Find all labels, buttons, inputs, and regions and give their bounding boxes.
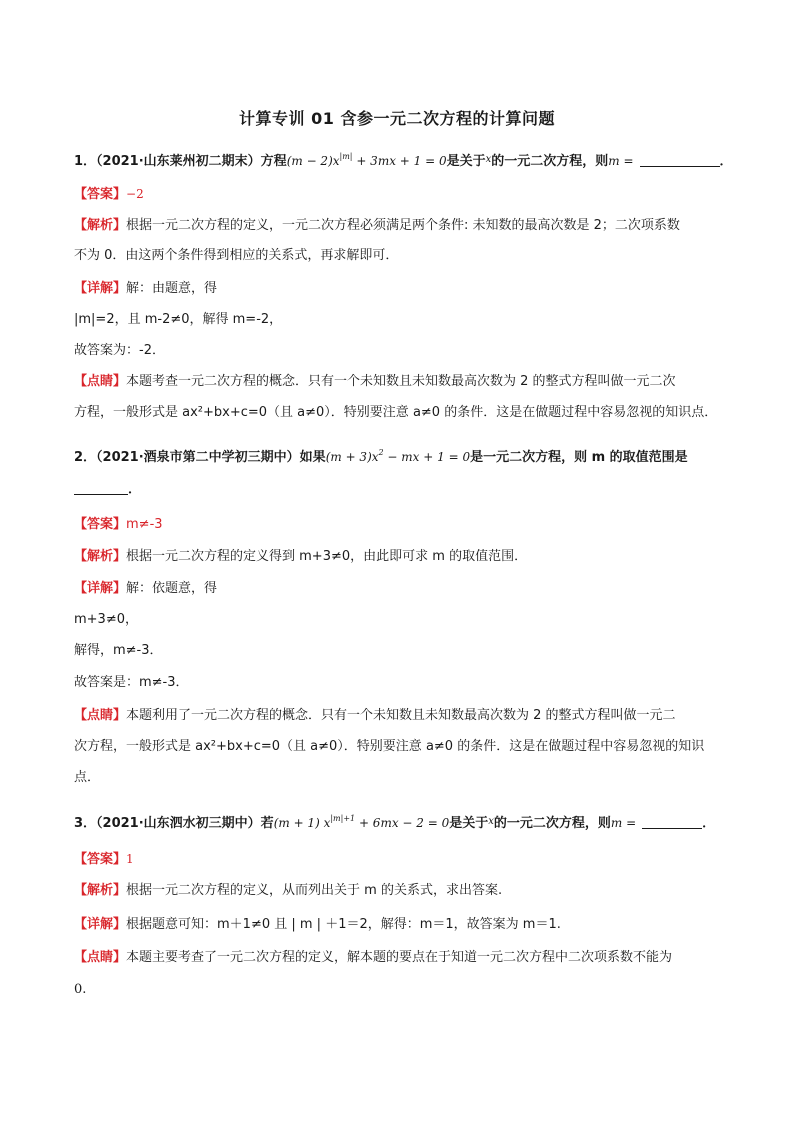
analysis-tag: 【解析】 [74, 883, 127, 898]
question-end: ． [702, 816, 716, 831]
comment-text: 本题利用了一元二次方程的概念．只有一个未知数且未知数最高次数为 2 的整式方程叫做一元二 [126, 708, 676, 723]
question-2 [74, 442, 734, 469]
answer-row [74, 514, 734, 536]
question-text: 方程 [260, 154, 287, 169]
variable: x [488, 816, 494, 827]
equation-base: (m − 2)x [286, 154, 340, 168]
equation-base: (m + 3)x [325, 450, 379, 464]
comment-tag: 【点睛】 [74, 950, 127, 965]
question-number: 2． [74, 450, 97, 465]
equation-tail: + 3mx + 1 = 0 [352, 154, 447, 168]
answer-row [74, 183, 734, 206]
question-source: （2021·山东莱州初二期末） [96, 154, 261, 169]
question-2-blank-line [74, 479, 734, 501]
variable-m: m = [610, 816, 637, 830]
equation-base: (m + 1) x [273, 816, 331, 830]
detail-tag: 【详解】 [74, 281, 127, 296]
question-text: 如果 [299, 450, 326, 465]
equation-tail: + 6mx − 2 = 0 [355, 816, 450, 830]
detail-tag: 【详解】 [74, 917, 127, 932]
analysis-tag: 【解析】 [74, 218, 127, 233]
question-text: 的一元二次方程，则 [491, 154, 609, 169]
equation-exponent: 2 [378, 448, 384, 457]
solution-step: m+3≠0， [74, 612, 138, 627]
question-text: 是关于 [449, 816, 489, 831]
question-source: （2021·山东泗水初三期中） [96, 816, 261, 831]
detail-text: 解：依题意，得 [126, 581, 218, 596]
comment-text: 次方程，一般形式是 ax²+bx+c=0（且 a≠0）．特别要注意 a≠0 的条件．这是在做题过程中容易忽视的知识 [74, 739, 705, 754]
variable-m: m = [608, 154, 634, 168]
analysis-text: 根据一元二次方程的定义得到 m+3≠0，由此即可求 m 的取值范围． [126, 549, 528, 564]
solution-step: 故答案为：-2． [74, 343, 165, 358]
comment-text: 0. [74, 982, 87, 997]
detail-row [74, 278, 734, 300]
question-text: 是一元二次方程，则 m 的取值范围是 [470, 450, 688, 465]
equation [287, 154, 447, 168]
equation-exponent: |m| [339, 152, 353, 161]
answer-blank [74, 480, 128, 495]
answer-value: 1 [126, 852, 134, 866]
analysis-text: 不为 0．由这两个条件得到相应的关系式，再求解即可． [74, 248, 399, 263]
equation [326, 450, 470, 464]
comment-text: 点． [74, 770, 101, 785]
question-1 [74, 146, 734, 173]
comment-row [74, 947, 734, 969]
answer-value: −2 [126, 187, 144, 201]
detail-tag: 【详解】 [74, 581, 127, 596]
question-text: 的一元二次方程，则 [493, 816, 611, 831]
comment-row [74, 371, 734, 393]
analysis-row [74, 880, 734, 902]
page-title: 计算专训 01 含参一元二次方程的计算问题 [239, 109, 555, 128]
answer-blank [642, 814, 702, 829]
solution-step: |m|=2，且 m-2≠0，解得 m=-2， [74, 312, 283, 327]
variable: x [485, 154, 492, 165]
detail-text: 根据题意可知：m＋1≠0 且 | m | ＋1＝2，解得：m＝1，故答案为 m＝1. [126, 917, 561, 932]
question-source: （2021·酒泉市第二中学初三期中） [96, 450, 300, 465]
question-3 [74, 808, 734, 835]
solution-step: 故答案是：m≠-3． [74, 675, 189, 690]
equation [274, 816, 450, 830]
analysis-row [74, 546, 734, 568]
analysis-text: 根据一元二次方程的定义，从而列出关于 m 的关系式，求出答案. [126, 883, 503, 898]
question-text: 是关于 [446, 154, 486, 169]
solution-step: 解得，m≠-3． [74, 643, 163, 658]
answer-tag: 【答案】 [74, 517, 127, 532]
comment-text: 本题主要考查了一元二次方程的定义，解本题的要点在于知道一元二次方程中二次项系数不能为 [126, 950, 673, 965]
question-end: ． [128, 482, 142, 497]
answer-row [74, 848, 734, 871]
analysis-text: 根据一元二次方程的定义，一元二次方程必须满足两个条件: 未知数的最高次数是 2；二次项系数 [126, 218, 680, 233]
analysis-tag: 【解析】 [74, 549, 127, 564]
comment-row [74, 705, 734, 727]
comment-tag: 【点睛】 [74, 708, 127, 723]
comment-text: 本题考查一元二次方程的概念．只有一个未知数且未知数最高次数为 2 的整式方程叫做一元二次 [126, 374, 676, 389]
question-number: 3． [74, 816, 97, 831]
detail-row [74, 914, 734, 936]
question-number: 1． [74, 154, 97, 169]
detail-row [74, 578, 734, 600]
answer-tag: 【答案】 [74, 187, 127, 202]
question-end: ． [719, 154, 733, 169]
answer-blank [640, 152, 720, 167]
detail-text: 解：由题意，得 [126, 281, 218, 296]
comment-text: 方程，一般形式是 ax²+bx+c=0（且 a≠0）．特别要注意 a≠0 的条件．这是在做题过程中容易忽视的知识点． [74, 405, 718, 420]
question-text: 若 [260, 816, 274, 831]
comment-tag: 【点睛】 [74, 374, 127, 389]
equation-exponent: |m|+1 [330, 814, 356, 823]
analysis-row [74, 215, 734, 237]
answer-tag: 【答案】 [74, 852, 127, 867]
equation-tail: − mx + 1 = 0 [383, 450, 471, 464]
answer-value: m≠-3 [126, 517, 163, 532]
